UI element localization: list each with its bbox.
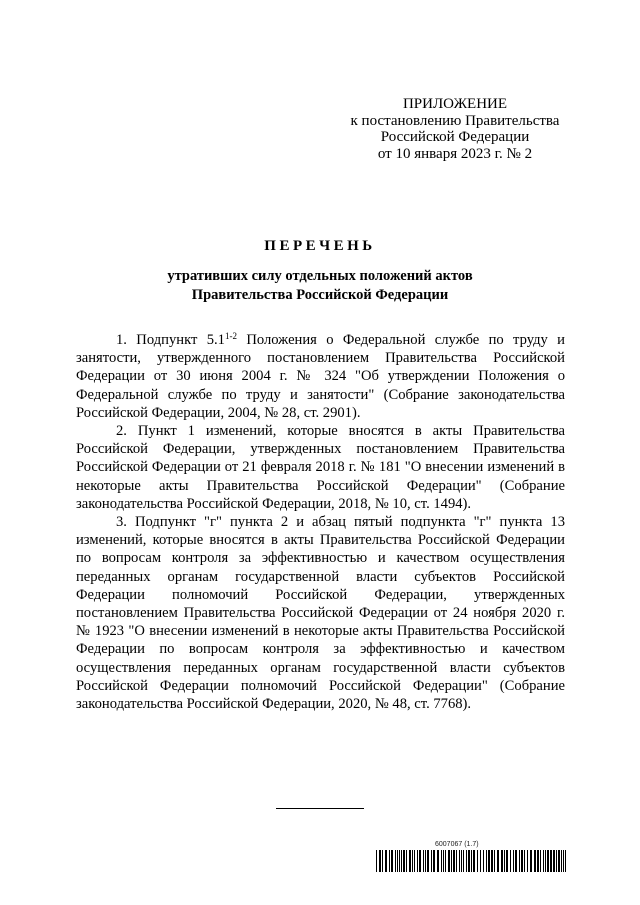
document-title: ПЕРЕЧЕНЬ	[264, 238, 376, 254]
annex-date-line: от 10 января 2023 г. № 2	[377, 145, 533, 162]
barcode-image	[376, 850, 566, 872]
list-item-3	[76, 513, 565, 713]
item-3-text: 3. Подпункт "г" пункта 2 и абзац пятый подпункта "г" пункта 13 изменений, которые вносятся в акты Правительства Российской Федерации по вопросам контроля за эффективностью и качеством осуществления переданных органам государственной власти субъектов Российской Федерации полномочий Российской Федерации, утвержденных постановлением Правительства Российской Федерации от 24 ноября 2020 г. № 1923 "О внесении изменений в некоторые акты Правительства Российской Федерации по вопросам контроля за эффективностью и качеством осуществления переданных органам государственной власти субъектов Российской Федерации полномочий Российской Федерации" (Собрание законодательства Российской Федерации, 2020, № 48, ст. 7768).	[76, 514, 565, 713]
item-1-prefix: 1. Подпункт 5.1	[116, 332, 225, 348]
item-2-text: 2. Пункт 1 изменений, которые вносятся в акты Правительства Российской Федерации, утвержденных постановлением Правительства Российской Федерации от 21 февраля 2018 г. № 181 "О внесении изменений в некоторые акты Правительства Российской Федерации" (Собрание законодательства Российской Федерации, 2018, № 10, ст. 1494).	[76, 423, 565, 512]
list-item-2	[76, 422, 565, 513]
item-1-superscript: 1-2	[224, 331, 237, 341]
annex-authority-line: Российской Федерации	[380, 129, 530, 145]
subtitle-line-2: Правительства Российской Федерации	[191, 287, 449, 303]
annex-reference-line: к постановлению Правительства	[350, 112, 560, 129]
annex-label: ПРИЛОЖЕНИЕ	[402, 96, 508, 112]
document-subtitle	[0, 267, 640, 305]
item-1-text: Положения о Федеральной службе по труду и занятости, утвержденного постановлением Правительства Российской Федерации от 30 июня 2004 г. № 324 "Об утверждении Положения о Федеральной службе по труду и занятости" (Собрание законодательства Российской Федерации, 2004, № 28, ст. 2901).	[76, 332, 565, 421]
list-item-1	[76, 331, 565, 422]
barcode-label: 6007067 (1.7)	[435, 841, 479, 848]
subtitle-line-1: утративших силу отдельных положений актов	[167, 268, 473, 284]
closing-divider	[276, 808, 364, 809]
annex-header	[330, 96, 580, 162]
document-body	[76, 331, 565, 713]
